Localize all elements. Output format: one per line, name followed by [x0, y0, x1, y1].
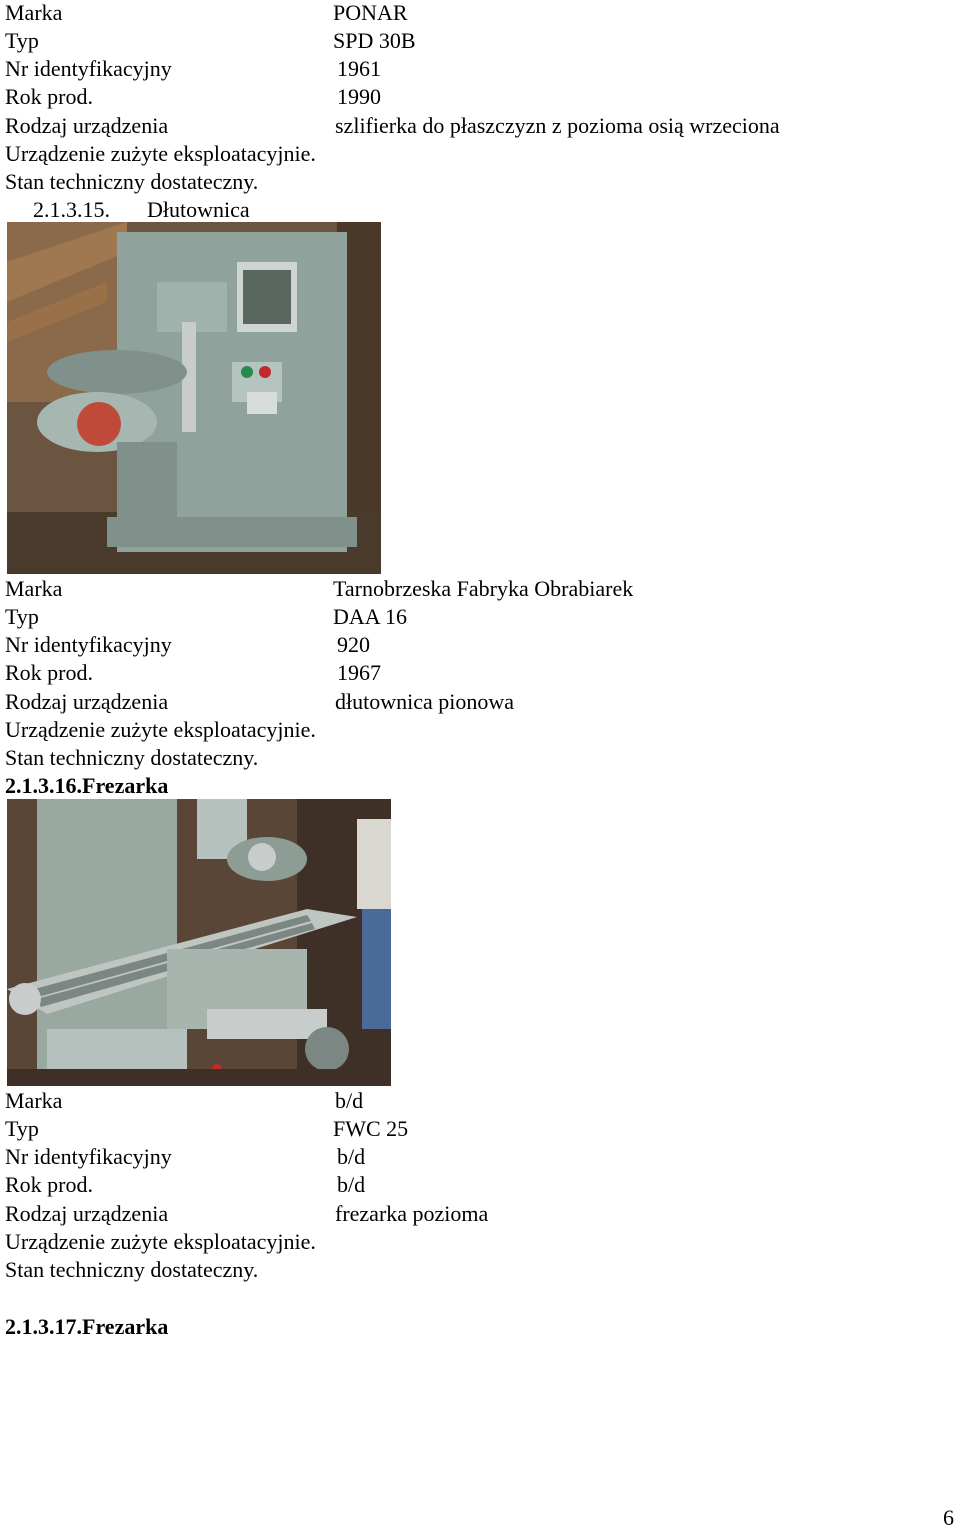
wear-note: Urządzenie zużyte eksploatacyjnie.	[5, 717, 316, 742]
wear-note: Urządzenie zużyte eksploatacyjnie.	[5, 1229, 316, 1254]
label-marka: Marka	[5, 1088, 63, 1113]
label-nr: Nr identyfikacyjny	[5, 1144, 172, 1169]
label-rok: Rok prod.	[5, 1172, 93, 1197]
value-typ: DAA 16	[333, 604, 407, 629]
value-rodzaj: dłutownica pionowa	[335, 689, 515, 714]
slotting-machine-illustration	[7, 222, 381, 574]
value-marka: Tarnobrzeska Fabryka Obrabiarek	[333, 576, 634, 601]
value-rodzaj: frezarka pozioma	[335, 1201, 489, 1226]
label-rodzaj: Rodzaj urządzenia	[5, 689, 169, 714]
condition-note: Stan techniczny dostateczny.	[5, 169, 259, 194]
value-nr: b/d	[337, 1144, 366, 1169]
label-nr: Nr identyfikacyjny	[5, 56, 172, 81]
section-heading-frezarka: 2.1.3.16.Frezarka	[5, 773, 169, 798]
label-typ: Typ	[5, 604, 39, 629]
value-typ: FWC 25	[333, 1116, 409, 1141]
label-typ: Typ	[5, 1116, 39, 1141]
label-rodzaj: Rodzaj urządzenia	[5, 1201, 169, 1226]
value-marka: b/d	[335, 1088, 364, 1113]
section-title: Dłutownica	[147, 197, 250, 222]
value-typ: SPD 30B	[333, 28, 416, 53]
section-heading-frezarka-2: 2.1.3.17.Frezarka	[5, 1314, 169, 1339]
label-nr: Nr identyfikacyjny	[5, 632, 172, 657]
milling-machine-illustration	[7, 799, 391, 1086]
section-number: 2.1.3.15.	[33, 197, 110, 222]
photo-frezarka	[7, 799, 391, 1086]
value-rok: 1967	[337, 660, 381, 685]
label-rok: Rok prod.	[5, 84, 93, 109]
wear-note: Urządzenie zużyte eksploatacyjnie.	[5, 141, 316, 166]
value-rok: 1990	[337, 84, 381, 109]
label-marka: Marka	[5, 0, 63, 25]
value-marka: PONAR	[333, 0, 408, 25]
page-number: 6	[943, 1505, 954, 1530]
value-nr: 920	[337, 632, 370, 657]
label-rok: Rok prod.	[5, 660, 93, 685]
label-rodzaj: Rodzaj urządzenia	[5, 113, 169, 138]
value-rodzaj: szlifierka do płaszczyzn z pozioma osią wrzeciona	[335, 113, 780, 138]
value-nr: 1961	[337, 56, 381, 81]
value-rok: b/d	[337, 1172, 366, 1197]
label-marka: Marka	[5, 576, 63, 601]
condition-note: Stan techniczny dostateczny.	[5, 745, 259, 770]
photo-dlutownica	[7, 222, 381, 574]
label-typ: Typ	[5, 28, 39, 53]
condition-note: Stan techniczny dostateczny.	[5, 1257, 259, 1282]
